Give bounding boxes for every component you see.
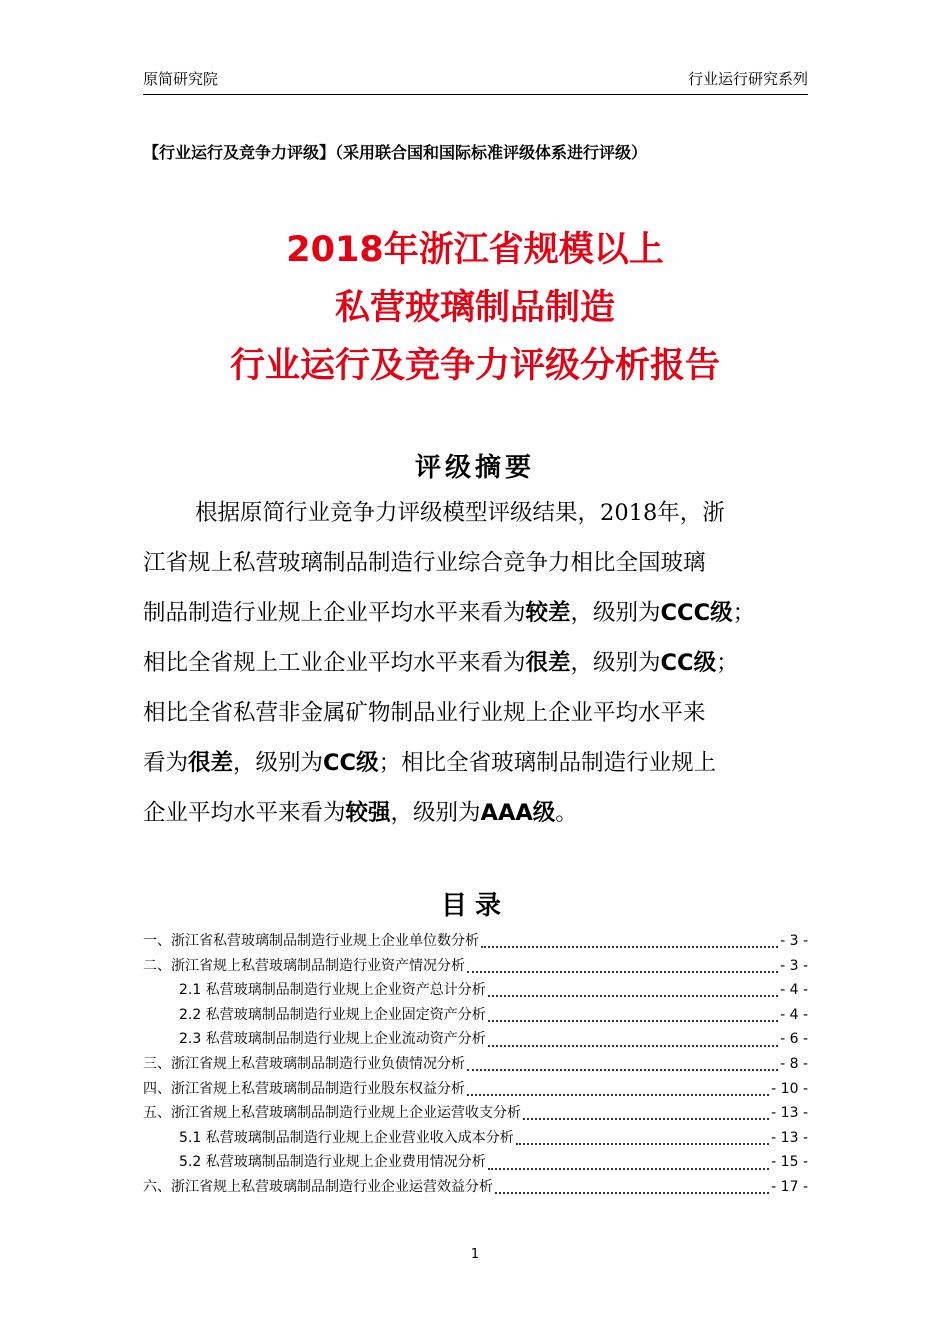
report-title-line-1: 2018年浙江省规模以上 bbox=[286, 230, 664, 270]
summary-paragraph bbox=[143, 488, 808, 838]
toc-entry[interactable] bbox=[143, 1127, 808, 1152]
summary-emphasis: 较差 bbox=[525, 600, 571, 626]
toc-leader-dots bbox=[495, 1182, 769, 1194]
toc-entry[interactable] bbox=[143, 1176, 808, 1201]
toc-entry[interactable] bbox=[143, 1028, 808, 1053]
page-header bbox=[143, 66, 808, 95]
summary-text: 看为 bbox=[143, 750, 189, 776]
header-series: 行业运行研究系列 bbox=[687, 70, 808, 88]
report-title-line-2: 私营玻璃制品制造 bbox=[334, 288, 615, 328]
toc-entry-label: 三、浙江省规上私营玻璃制品制造行业负债情况分析 bbox=[143, 1055, 465, 1072]
toc-entry-label: 2.1 私营玻璃制品制造行业规上企业资产总计分析 bbox=[179, 982, 486, 999]
toc-entry[interactable] bbox=[143, 1053, 808, 1078]
toc-leader-dots bbox=[523, 1108, 769, 1120]
summary-line bbox=[143, 488, 808, 538]
toc-leader-dots bbox=[467, 1059, 778, 1071]
toc-entry-label: 5.2 私营玻璃制品制造行业规上企业费用情况分析 bbox=[179, 1154, 486, 1171]
summary-heading: 评级摘要 bbox=[414, 453, 535, 483]
summary-text: ； bbox=[716, 650, 739, 676]
toc-heading: 目录 bbox=[440, 891, 509, 921]
summary-line bbox=[143, 688, 808, 738]
toc-entry[interactable] bbox=[143, 1078, 808, 1103]
toc-entry-page: - 6 - bbox=[780, 1031, 808, 1048]
summary-line bbox=[143, 638, 808, 688]
summary-line bbox=[143, 588, 808, 638]
summary-text: ；相比全省玻璃制品制造行业规上 bbox=[378, 750, 717, 776]
toc-entry-page: - 13 - bbox=[771, 1129, 808, 1146]
summary-emphasis: CC级 bbox=[323, 750, 379, 776]
summary-line bbox=[143, 738, 808, 788]
toc-leader-dots bbox=[467, 961, 778, 973]
report-title-line-3: 行业运行及竞争力评级分析报告 bbox=[229, 346, 720, 386]
summary-text: 相比全省私营非金属矿物制品业行业规上企业平均水平来 bbox=[143, 700, 706, 726]
toc-leader-dots bbox=[488, 1158, 769, 1170]
summary-text: ，级别为 bbox=[570, 600, 661, 626]
summary-emphasis: AAA级 bbox=[480, 800, 556, 826]
summary-text: 江省规上私营玻璃制品制造行业综合竞争力相比全国玻璃 bbox=[143, 550, 706, 576]
toc-leader-dots bbox=[488, 1035, 778, 1047]
toc-entry-page: - 4 - bbox=[780, 982, 808, 999]
report-tagline: 【行业运行及竞争力评级】（采用联合国和国际标准评级体系进行评级） bbox=[143, 143, 648, 162]
toc-entry-page: - 10 - bbox=[771, 1080, 808, 1097]
summary-text: ； bbox=[732, 600, 756, 626]
toc-entry-page: - 15 - bbox=[771, 1154, 808, 1171]
summary-emphasis: CC级 bbox=[660, 650, 717, 676]
summary-emphasis: 很差 bbox=[188, 750, 234, 776]
summary-text: 。 bbox=[555, 800, 578, 826]
summary-text: 相比全省规上工业企业平均水平来看为 bbox=[143, 650, 526, 676]
summary-text: ，级别为 bbox=[233, 750, 324, 776]
page-number: 1 bbox=[470, 1247, 480, 1262]
summary-text: ，级别为 bbox=[390, 800, 481, 826]
summary-text: 企业平均水平来看为 bbox=[143, 800, 346, 826]
toc-entry[interactable] bbox=[143, 1004, 808, 1029]
summary-line bbox=[143, 538, 808, 588]
toc-entry-label: 六、浙江省规上私营玻璃制品制造行业企业运营效益分析 bbox=[143, 1178, 493, 1195]
summary-emphasis: CCC级 bbox=[660, 600, 733, 626]
toc-entry-page: - 3 - bbox=[780, 957, 808, 974]
toc-leader-dots bbox=[488, 985, 778, 997]
toc-entry-label: 一、浙江省私营玻璃制品制造行业规上企业单位数分析 bbox=[143, 933, 479, 949]
toc-leader-dots bbox=[467, 1084, 769, 1096]
toc-entry[interactable] bbox=[143, 955, 808, 980]
toc-entry-label: 五、浙江省规上私营玻璃制品制造行业规上企业运营收支分析 bbox=[143, 1105, 521, 1122]
toc-entry-label: 5.1 私营玻璃制品制造行业规上企业营业收入成本分析 bbox=[179, 1129, 514, 1146]
summary-text: 制品制造行业规上企业平均水平来看为 bbox=[143, 600, 526, 626]
toc-entry[interactable] bbox=[143, 1151, 808, 1176]
table-of-contents bbox=[143, 930, 808, 1201]
toc-leader-dots bbox=[516, 1133, 769, 1145]
toc-entry[interactable] bbox=[143, 1102, 808, 1127]
toc-leader-dots bbox=[481, 936, 778, 948]
toc-entry-page: - 3 - bbox=[780, 933, 808, 949]
summary-line bbox=[143, 788, 808, 838]
toc-entry-label: 2.3 私营玻璃制品制造行业规上企业流动资产分析 bbox=[179, 1031, 486, 1048]
toc-entry-page: - 8 - bbox=[780, 1055, 808, 1072]
toc-entry-page: - 13 - bbox=[771, 1105, 808, 1122]
header-organization: 原简研究院 bbox=[143, 70, 219, 88]
toc-entry-label: 2.2 私营玻璃制品制造行业规上企业固定资产分析 bbox=[179, 1006, 486, 1023]
summary-emphasis: 很差 bbox=[525, 650, 571, 676]
summary-text: 根据原简行业竞争力评级模型评级结果，2018年，浙 bbox=[195, 500, 725, 526]
toc-entry[interactable] bbox=[143, 979, 808, 1004]
toc-leader-dots bbox=[488, 1010, 778, 1022]
toc-entry-page: - 4 - bbox=[780, 1006, 808, 1023]
toc-entry-page: - 17 - bbox=[771, 1178, 808, 1195]
toc-entry[interactable] bbox=[143, 930, 808, 955]
toc-entry-label: 二、浙江省规上私营玻璃制品制造行业资产情况分析 bbox=[143, 957, 465, 974]
summary-text: ，级别为 bbox=[570, 650, 661, 676]
toc-entry-label: 四、浙江省规上私营玻璃制品制造行业股东权益分析 bbox=[143, 1080, 465, 1097]
summary-emphasis: 较强 bbox=[345, 800, 391, 826]
